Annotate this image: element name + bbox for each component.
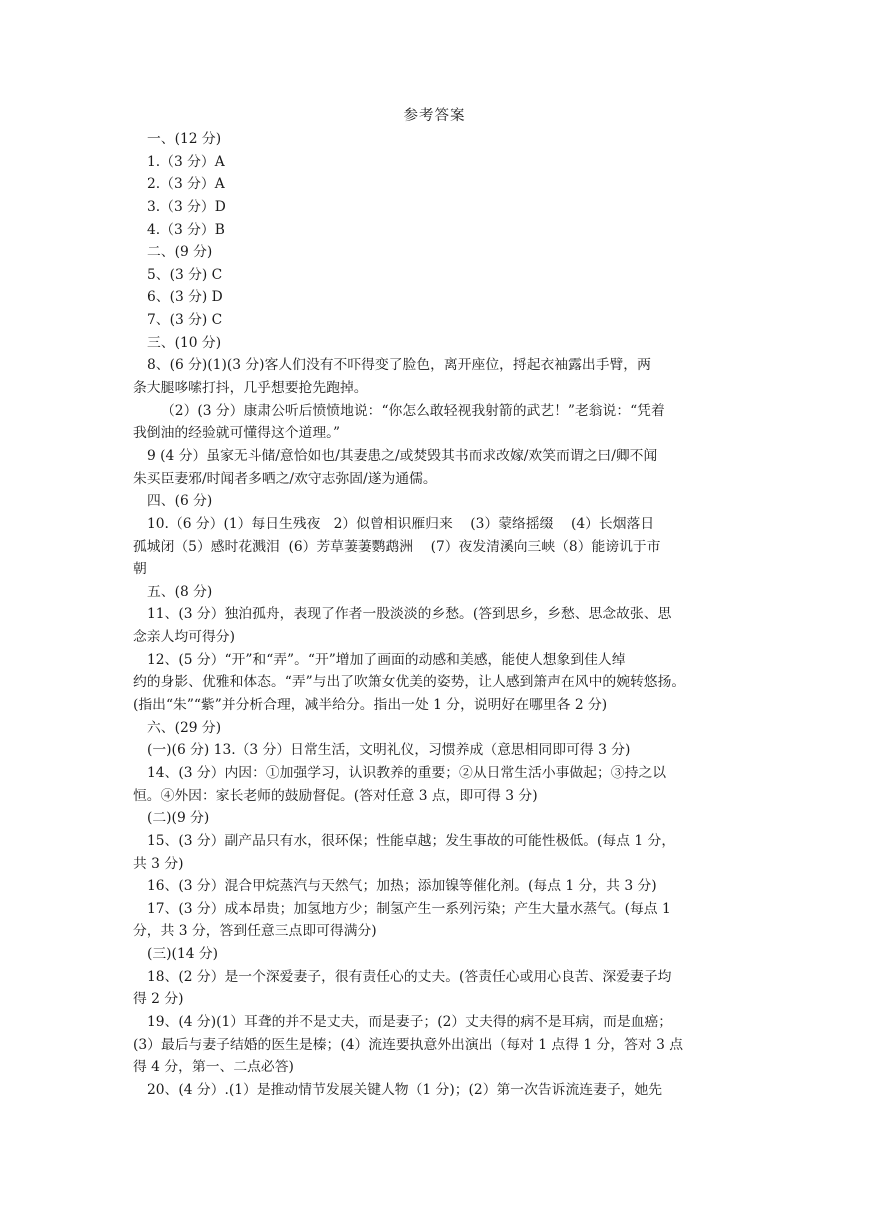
answer-line: 四、(6 分)	[147, 493, 213, 510]
answer-line: 得 2 分)	[133, 991, 184, 1008]
answer-line: 4.（3 分）B	[147, 221, 225, 238]
answer-line: 六、(29 分)	[147, 719, 222, 736]
answer-line: 8、(6 分)(1)(3 分)客人们没有不吓得变了脸色，离开座位，捋起衣袖露出手臂，两	[147, 357, 651, 374]
answer-line: 18、(2 分）是一个深爱妻子，很有责任心的丈夫。(答责任心或用心良苦、深爱妻子均	[147, 968, 672, 985]
answer-line: 20、(4 分）.(1）是推动情节发展关键人物（1 分)；(2）第一次告诉流连妻子，她先	[147, 1081, 663, 1098]
answer-line: 孤城闭（5）感时花溅泪 (6）芳草萋萋鹦鹉洲 (7）夜发清溪向三峡（8）能谤讥于市	[133, 538, 661, 555]
answer-line: 分，共 3 分，答到任意三点即可得满分)	[133, 923, 377, 940]
answer-line: 12、(5 分）“开”和“弄”。“开”增加了画面的动感和美感，能使人想象到佳人绰	[147, 651, 626, 668]
answer-line: 16、(3 分）混合甲烷蒸汽与天然气；加热；添加镍等催化剂。(每点 1 分，共 3 分)	[147, 878, 657, 895]
answer-line: 10.（6 分）(1）每日生残夜 2）似曾相识雁归来 (3）蒙络摇缀 (4）长烟落日	[147, 515, 655, 532]
answer-line: 恒。④外因：家长老师的鼓励督促。(答对任意 3 点，即可得 3 分)	[133, 787, 538, 804]
answer-line: 朱买臣妻邪/时闻者多哂之/欢守志弥固/遂为通儒。	[133, 470, 437, 487]
answer-line: （2）(3 分）康肃公听后愤愤地说：“你怎么敢轻视我射箭的武艺！”老翁说：“凭着	[161, 402, 665, 419]
answer-line: (二)(9 分)	[147, 810, 210, 827]
answer-line: 一、(12 分)	[147, 131, 222, 147]
answer-line: 条大腿哆嗦打抖，几乎想要抢先跑掉。	[133, 380, 368, 397]
answer-line: 1.（3 分）A	[147, 153, 225, 170]
answer-line: 14、(3 分）内因：①加强学习，认识教养的重要；②从日常生活小事做起；③持之以	[147, 764, 666, 781]
answer-line: 2.（3 分）A	[147, 176, 225, 193]
answer-line: (一)(6 分) 13.（3 分）日常生活，文明礼仪，习惯养成（意思相同即可得 3 分)	[147, 742, 631, 759]
answer-line: (三)(14 分)	[147, 946, 219, 963]
page-title: 参考答案	[403, 108, 466, 124]
answer-line: 7、(3 分) C	[147, 312, 223, 329]
answer-body	[133, 128, 739, 1102]
answer-line: 三、(10 分)	[147, 334, 222, 351]
answer-line: 我倒油的经验就可懂得这个道理。”	[133, 425, 341, 442]
answer-line: 5、(3 分) C	[147, 266, 223, 283]
answer-line: 17、(3 分）成本昂贵；加氢地方少；制氢产生一系列污染；产生大量水蒸气。(每点 1	[147, 900, 671, 917]
answer-line: 共 3 分)	[133, 855, 184, 872]
answer-line: 得 4 分，第一、二点必答)	[133, 1059, 294, 1076]
answer-line: 朝	[133, 561, 147, 578]
answer-line: 约的身影、优雅和体态。“弄”与出了吹箫女优美的姿势，让人感到箫声在风中的婉转悠扬。	[133, 674, 686, 691]
answer-line: 19、(4 分)(1）耳聋的并不是丈夫，而是妻子；(2）丈夫得的病不是耳病，而是血癌；	[147, 1013, 673, 1030]
answer-line: (3）最后与妻子结婚的医生是榛；(4）流连要执意外出演出（每对 1 点得 1 分，答对 3 点	[133, 1036, 684, 1053]
answer-line: 15、(3 分）副产品只有水，很环保；性能卓越；发生事故的可能性极低。(每点 1 分，	[147, 832, 676, 849]
answer-line: 五、(8 分)	[147, 583, 213, 600]
answer-line: 3.（3 分）D	[147, 198, 226, 215]
answer-line: (指出“朱”“紫”并分析合理，减半给分。指出一处 1 分，说明好在哪里各 2 分)	[133, 697, 608, 714]
answer-line: 11、(3 分）独泊孤舟，表现了作者一股淡淡的乡愁。(答到思乡，乡愁、思念故张、思	[147, 606, 672, 623]
answer-line: 6、(3 分) D	[147, 289, 223, 306]
answer-line: 二、(9 分)	[147, 244, 213, 261]
answer-line: 9 (4 分）虽家无斗储/意恰如也/其妻患之/或焚毁其书而求改嫁/欢笑而谓之曰/卿不闻	[147, 447, 658, 464]
answer-line: 念亲人均可得分)	[133, 629, 235, 646]
